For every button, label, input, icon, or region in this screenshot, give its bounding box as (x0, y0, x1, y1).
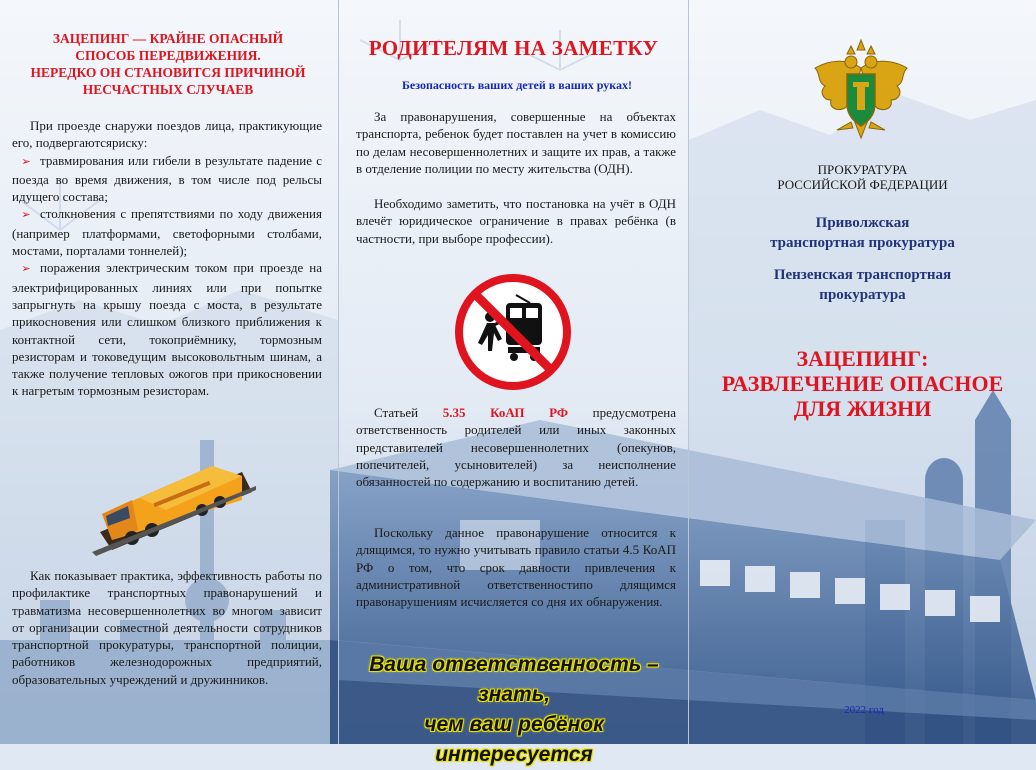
law-article: 5.35 КоАП РФ (442, 405, 569, 420)
slogan-line: Ваша ответственность – знать, (369, 653, 659, 706)
no-train-surfing-sign-icon (454, 273, 572, 391)
left-intro: При проезде снаружи поездов лица, практикующие его, подвергаютсяриску: (12, 118, 322, 151)
left-bullet-3 (12, 259, 322, 399)
left-bullet-2 (12, 205, 322, 259)
bullet-text: травмирования или гибели в результате падение с поезда во время движения, в том числе под рельсы идущего состава; (12, 152, 322, 205)
text: предусмотрена ответственность родителей или иных законных представителей несовершеннолетних (опекунов, попечителей, усыновителей) за неисполнение обязанностей по содержанию и воспитанию детей. (356, 405, 676, 490)
middle-title: РОДИТЕЛЯМ НА ЗАМЕТКУ (368, 36, 659, 60)
title-line: РАЗВЛЕЧЕНИЕ ОПАСНОЕ (721, 371, 1004, 396)
left-heading-line: НЕСЧАСТНЫХ СЛУЧАЕВ (82, 82, 254, 97)
middle-paragraph-1: За правонарушения, совершенные на объектах транспорта, ребенок будет поставлен на учет в комиссию по делам несовершеннолетних и защите их прав, а также в отделение полиции по месту жительства (ОДН). (356, 109, 676, 176)
middle-panel (339, 0, 688, 766)
cover-title (689, 346, 1036, 421)
slogan-line: чем ваш ребёнок интересуется (424, 713, 604, 766)
bullet-text: столкновения с препятствиями по ходу движения (например платформами, светофорными столбами, мостами, порталами тоннелей); (12, 206, 322, 259)
text: Статьей (374, 405, 443, 420)
regional-prosecutor (689, 213, 1036, 253)
emblem-icon (807, 38, 915, 150)
middle-paragraph-4: Поскольку данное правонарушение относится к длящимся, то нужно учитывать правило статьи 4.5 КоАП РФ о том, что срок давности привлечения к административной ответственностипо длящимся правонарушениям исчисляется со дня их обнаружения. (356, 525, 676, 610)
left-heading-line: СПОСОБ ПЕРЕДВИЖЕНИЯ. (75, 48, 261, 63)
left-footer: Как показывает практика, эффективность работы по профилактике транспортных правонарушений и травматизма несовершеннолетних во многом зависит от организации совместной деятельности сотрудников транспортной прокуратуры, транспортной полиции, работников железнодорожных предприятий, образовательных учреждений и дружинников. (12, 568, 322, 687)
locomotive-icon (92, 452, 256, 556)
sub-line: прокуратура (819, 287, 906, 303)
sub-line: Пензенская транспортная (773, 267, 952, 283)
left-heading (10, 30, 326, 98)
sub-line: транспортная прокуратура (770, 235, 955, 251)
sub-line: Приволжская (815, 215, 910, 231)
year-label: 2022 год (844, 704, 884, 716)
arrow-bullet-icon: ➢ (21, 155, 31, 168)
left-panel (0, 0, 338, 744)
left-heading-line: ЗАЦЕПИНГ — КРАЙНЕ ОПАСНЫЙ (52, 31, 284, 46)
left-body (12, 117, 322, 400)
left-heading-line: НЕРЕДКО ОН СТАНОВИТСЯ ПРИЧИНОЙ (30, 65, 306, 80)
arrow-bullet-icon: ➢ (21, 209, 31, 222)
middle-subtitle: Безопасность ваших детей в ваших руках! (401, 78, 633, 92)
left-bullet-1 (12, 152, 322, 206)
org-line: ПРОКУРАТУРА (817, 162, 908, 177)
organization-name (689, 162, 1036, 192)
slogan (347, 650, 681, 770)
bullet-text: поражения электрическим током при проезде на электрифицированных линиях или при попытке запрыгнуть на крышу поезда с моста, в результате прикосновения или слишком близкого приближения к контактной сети, токоприёмнику, тормозным резисторам и токоведущим высоковольтным шинам, а также получение тепловых ожогов при прикосновении к нагретым тормозным резисторам. (12, 260, 322, 399)
title-line: ЗАЦЕПИНГ: (796, 346, 929, 371)
local-prosecutor (689, 265, 1036, 305)
arrow-bullet-icon: ➢ (21, 263, 31, 276)
middle-paragraph-3 (356, 404, 676, 490)
org-line: РОССИЙСКОЙ ФЕДЕРАЦИИ (777, 177, 948, 192)
right-panel (689, 0, 1036, 744)
middle-paragraph-2: Необходимо заметить, что постановка на учёт в ОДН влечёт юридическое ограничение в правах ребёнка (в частности, при выборе профессии). (356, 196, 676, 246)
title-line: ДЛЯ ЖИЗНИ (793, 396, 932, 421)
